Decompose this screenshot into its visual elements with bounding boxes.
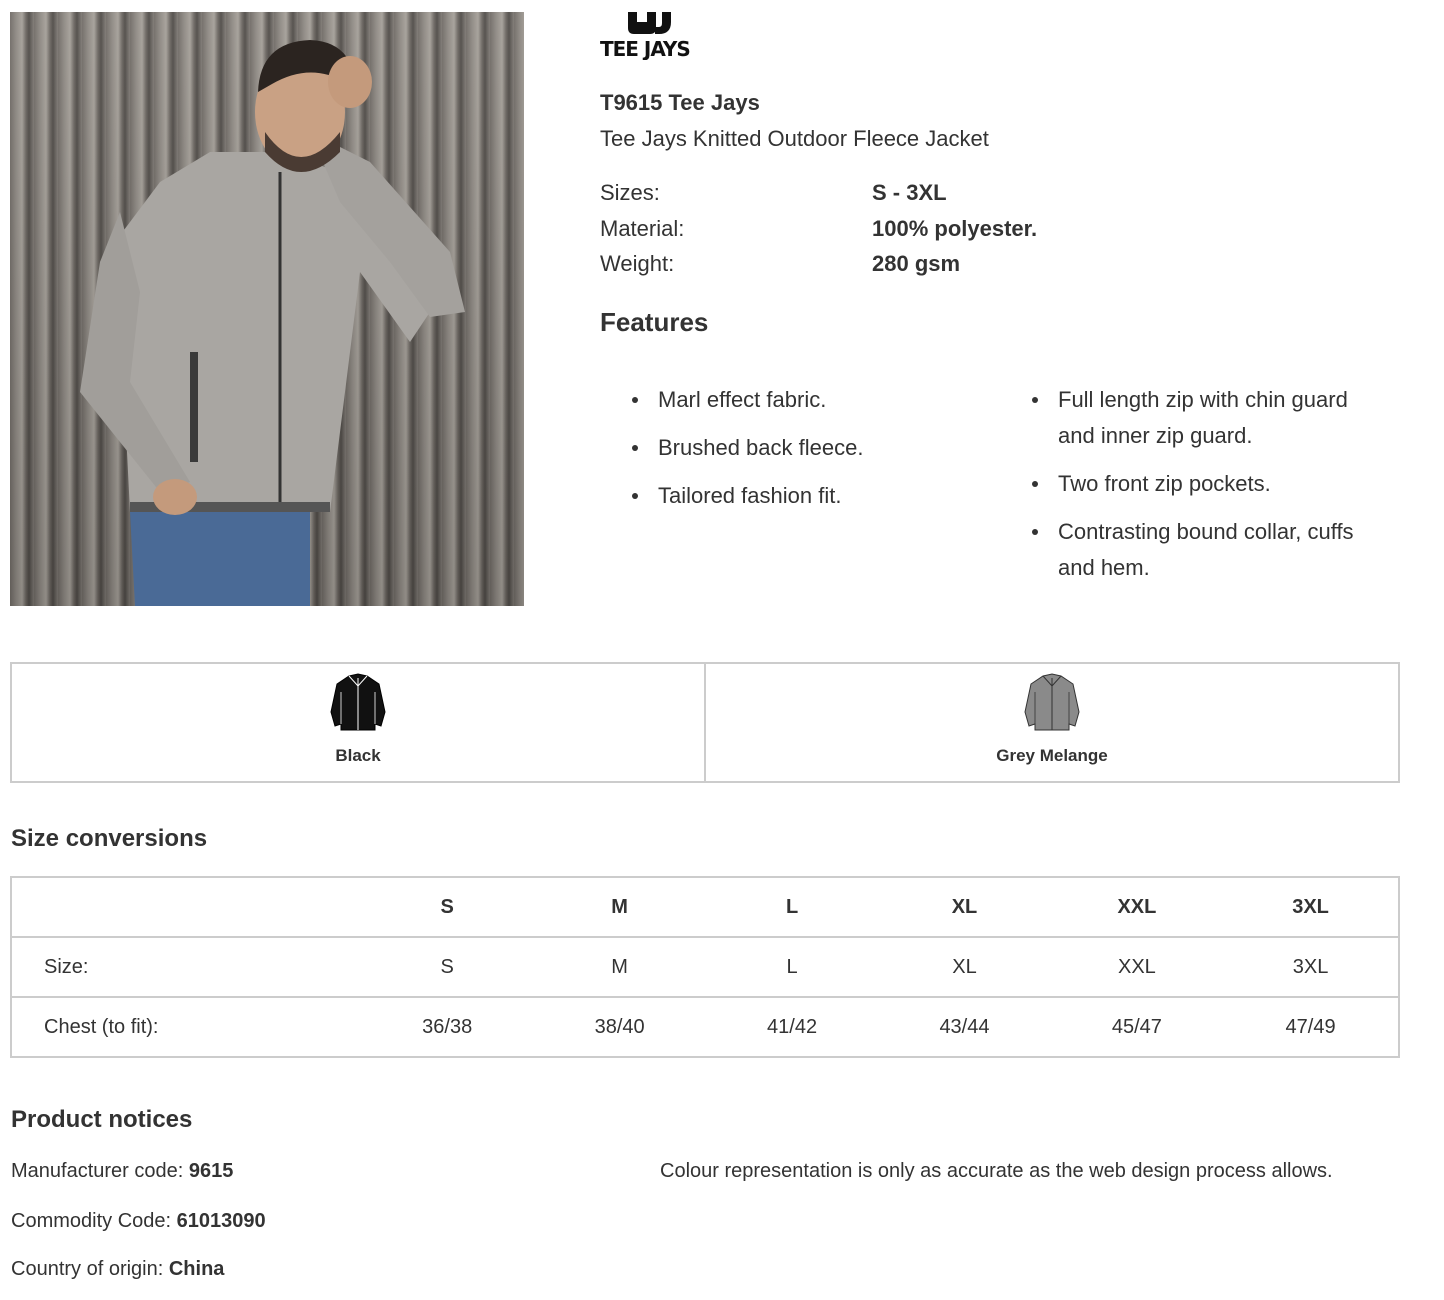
product-name: Tee Jays Knitted Outdoor Fleece Jacket xyxy=(600,126,989,151)
column-header: L xyxy=(785,895,799,918)
colour-swatches xyxy=(10,662,1400,783)
spec-label: Weight: xyxy=(600,251,675,276)
spec-label: Sizes: xyxy=(600,180,660,205)
row-label: Size: xyxy=(11,937,361,997)
column-header: S xyxy=(440,895,454,918)
product-code-title: T9615 Tee Jays xyxy=(600,90,760,115)
jacket-icon xyxy=(329,672,387,732)
spec-label: Material: xyxy=(600,216,685,241)
column-header: XXL xyxy=(1117,895,1157,918)
table-cell: M xyxy=(533,937,705,997)
column-header: XL xyxy=(951,895,978,918)
colour-accuracy-note: Colour representation is only as accurate as the web design process allows. xyxy=(660,1160,1333,1182)
product-photo xyxy=(10,12,524,606)
table-corner xyxy=(11,877,361,937)
model-silhouette xyxy=(10,12,524,606)
notice-value: 61013090 xyxy=(176,1210,266,1232)
table-cell: S xyxy=(361,937,533,997)
spec-value: 280 gsm xyxy=(872,251,961,276)
table-cell: 47/49 xyxy=(1223,997,1399,1057)
table-header-row xyxy=(11,877,1399,937)
table-cell: 38/40 xyxy=(533,997,705,1057)
table-cell: XXL xyxy=(1051,937,1223,997)
column-header: M xyxy=(611,895,628,918)
features-list-right xyxy=(1030,382,1390,598)
size-conversions-heading: Size conversions xyxy=(11,825,208,852)
brand-logo-text: TEE JAYS xyxy=(600,37,690,60)
feature-item: Brushed back fleece. xyxy=(630,430,990,466)
notice-value: China xyxy=(168,1258,225,1280)
feature-item: Full length zip with chin guard and inner zip guard. xyxy=(1030,382,1390,454)
colour-swatch-black[interactable] xyxy=(12,664,704,781)
table-cell: 45/47 xyxy=(1051,997,1223,1057)
colour-name: Black xyxy=(335,746,381,765)
colour-name: Grey Melange xyxy=(996,746,1108,765)
table-cell: 41/42 xyxy=(706,997,878,1057)
table-cell: XL xyxy=(878,937,1050,997)
feature-item: Two front zip pockets. xyxy=(1030,466,1390,502)
notice-label: Manufacturer code: xyxy=(11,1160,184,1182)
features-list-left xyxy=(630,382,990,526)
table-cell: 43/44 xyxy=(878,997,1050,1057)
features-heading: Features xyxy=(600,307,709,337)
table-row xyxy=(11,997,1399,1057)
table-row xyxy=(11,937,1399,997)
feature-item: Contrasting bound collar, cuffs and hem. xyxy=(1030,514,1390,586)
notice-label: Country of origin: xyxy=(11,1258,164,1280)
feature-item: Marl effect fabric. xyxy=(630,382,990,418)
spec-value: S - 3XL xyxy=(872,180,947,205)
notice-label: Commodity Code: xyxy=(11,1210,172,1232)
brand-logo xyxy=(600,12,712,60)
column-header: 3XL xyxy=(1292,895,1329,918)
spec-value: 100% polyester. xyxy=(872,216,1038,241)
commodity-code xyxy=(11,1210,266,1233)
country-of-origin xyxy=(11,1258,224,1281)
manufacturer-code xyxy=(11,1160,233,1183)
colour-swatch-grey-melange[interactable] xyxy=(704,664,1398,781)
product-notices-heading: Product notices xyxy=(11,1106,193,1133)
table-cell: L xyxy=(706,937,878,997)
size-conversions-table xyxy=(10,876,1400,1058)
notice-value: 9615 xyxy=(188,1160,234,1182)
jacket-icon xyxy=(1023,672,1081,732)
table-cell: 36/38 xyxy=(361,997,533,1057)
table-cell: 3XL xyxy=(1223,937,1399,997)
row-label: Chest (to fit): xyxy=(11,997,361,1057)
feature-item: Tailored fashion fit. xyxy=(630,478,990,514)
